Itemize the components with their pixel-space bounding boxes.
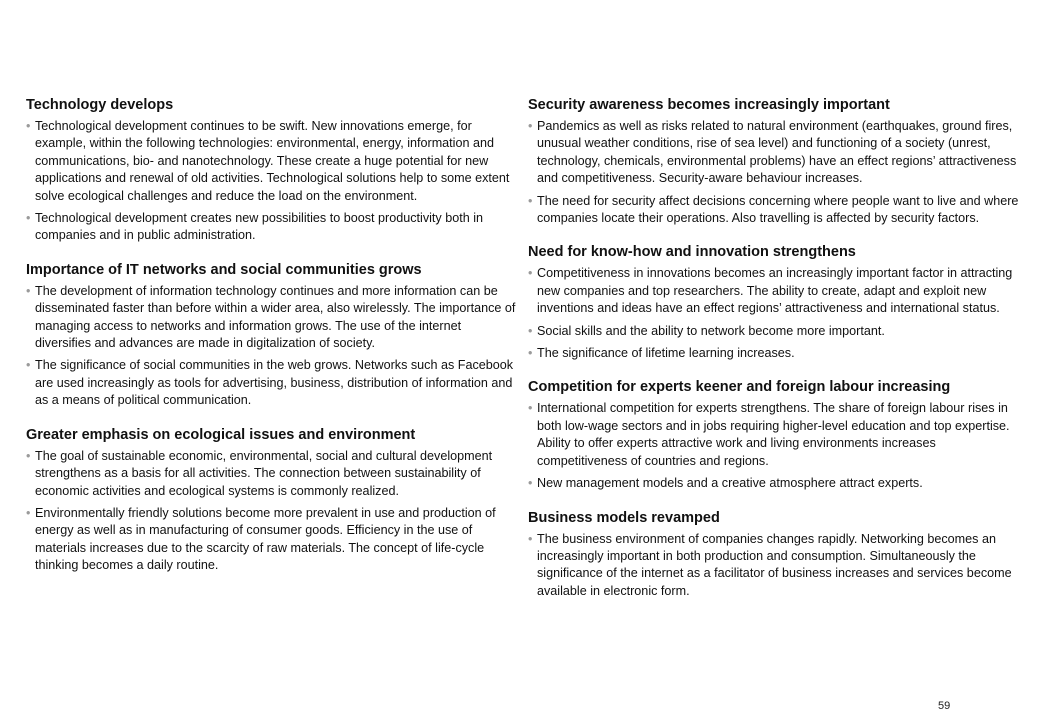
- bullet-list: [528, 531, 1020, 601]
- bullet-item: • New management models and a creative atmosphere attract experts.: [528, 475, 1020, 492]
- section-it-networks: [26, 261, 518, 410]
- bullet-list: [528, 265, 1020, 362]
- left-column: [26, 96, 518, 591]
- section-business-models: [528, 509, 1020, 601]
- bullet-item: • Social skills and the ability to network become more important.: [528, 323, 1020, 340]
- bullet-item: • The significance of lifetime learning increases.: [528, 345, 1020, 362]
- bullet-list: [528, 118, 1020, 227]
- page-number: 59: [938, 700, 951, 712]
- bullet-item: • Competitiveness in innovations becomes an increasingly important factor in attracting new companies and top researchers. The ability to create, adapt and exploit new inventions and ideas have an effect regions’ attractiveness and international status.: [528, 265, 1020, 317]
- bullet-list: [26, 448, 518, 575]
- right-column: [528, 96, 1020, 616]
- section-heading: Competition for experts keener and foreign labour increasing: [528, 379, 951, 396]
- section-heading: Technology develops: [26, 97, 174, 113]
- bullet-list: [26, 118, 518, 245]
- section-know-how: [528, 243, 1020, 362]
- bullet-item: • Environmentally friendly solutions become more prevalent in use and production of energy as well as in manufacturing of consumer goods. Efficiency in the use of materials increases due to the scarcity of raw materials. The concept of life-cycle thinking becomes a daily routine.: [26, 505, 518, 575]
- bullet-list: [528, 400, 1020, 492]
- bullet-item: • The development of information technology continues and more information can be disseminated faster than before within a wider area, also wirelessly. The importance of managing access to networks and information grows. The use of the internet diversifies and advances are made in digitalization of society.: [26, 283, 518, 353]
- section-security: [528, 96, 1020, 227]
- section-heading: Business models revamped: [528, 509, 720, 526]
- bullet-item: • International competition for experts strengthens. The share of foreign labour rises in both low-wage sectors and in jobs requiring higher-level education and top expertise. Ability to offer experts attractive work and living environments increases competitiveness of countries and regions.: [528, 400, 1020, 470]
- section-heading: Security awareness becomes increasingly important: [528, 97, 890, 113]
- bullet-item: • The significance of social communities in the web grows. Networks such as Facebook are used increasingly as tools for advertising, business, distribution of information and as a means of political communication.: [26, 357, 518, 409]
- bullet-item: • Technological development continues to be swift. New innovations emerge, for example, within the following technologies: environmental, energy, information and communications, bio- and nanotechnology. These create a huge potential for new applications and renewal of old activities. Technological solutions help to some extent solve ecological challenges and reduce the load on the environment.: [26, 118, 518, 205]
- section-technology: [26, 96, 518, 245]
- section-ecology: [26, 426, 518, 575]
- bullet-list: [26, 283, 518, 410]
- bullet-item: • The business environment of companies changes rapidly. Networking becomes an increasingly important in both production and consumption. Simultaneously the significance of the internet as a facilitator of business increases and services become available in electronic form.: [528, 531, 1020, 601]
- section-heading: Importance of IT networks and social communities grows: [26, 261, 422, 278]
- bullet-item: • The need for security affect decisions concerning where people want to live and where companies locate their operations. Also travelling is affected by security factors.: [528, 193, 1020, 228]
- section-heading: Need for know-how and innovation strengthens: [528, 244, 856, 261]
- bullet-item: • Pandemics as well as risks related to natural environment (earthquakes, ground fires, unusual weather conditions, rise of sea level) and functioning of a society (unrest, technology, chemicals, environmental problems) have an effect regions’ attractiveness and competitiveness. Security-aware behaviour increases.: [528, 118, 1020, 188]
- bullet-item: • Technological development creates new possibilities to boost productivity both in companies and in public administration.: [26, 210, 518, 245]
- bullet-item: • The goal of sustainable economic, environmental, social and cultural development strengthens as a basis for all activities. The connection between sustainability of economic activities and ecological systems is commonly realized.: [26, 448, 518, 500]
- section-heading: Greater emphasis on ecological issues and environment: [26, 426, 416, 443]
- section-experts: [528, 378, 1020, 492]
